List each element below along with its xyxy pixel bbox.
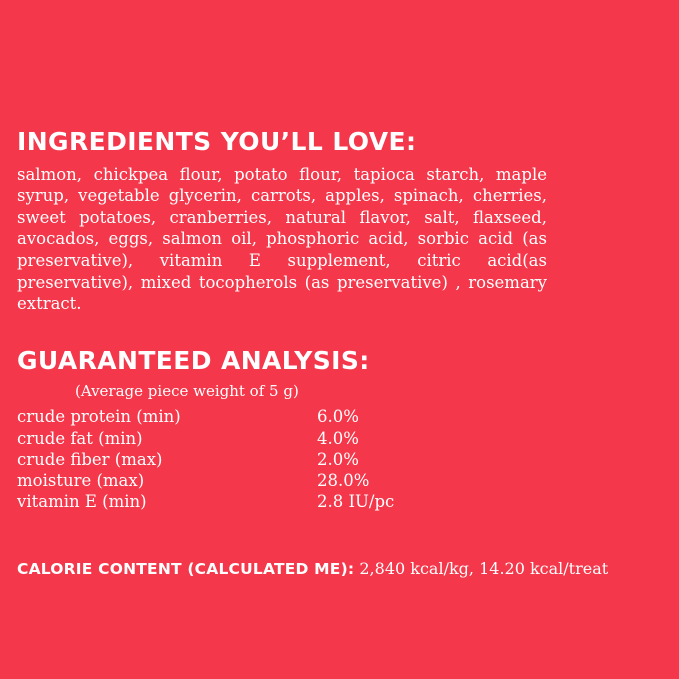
ingredients-heading: INGREDIENTS YOU’LL LOVE: <box>17 127 417 156</box>
table-row <box>17 449 477 470</box>
label-content <box>17 128 662 578</box>
guaranteed-analysis-section <box>17 347 662 513</box>
nutrient-name: crude fiber (max) <box>17 449 163 469</box>
nutrient-value: 2.0% <box>317 449 359 469</box>
ingredients-text: salmon, chickpea flour, potato flour, tapioca starch, maple syrup, vegetable glycerin, carrots, apples, spinach, cherries, sweet potatoes, cranberries, natural flavor, salt, flaxseed, avocados, eggs, salmon oil, phosphoric acid, sorbic acid (as preservative), vitamin E supplement, citric acid(as preservative), mixed tocopherols (as preservative) , rosemary extract. <box>17 164 547 314</box>
guaranteed-analysis-heading: GUARANTEED ANALYSIS: <box>17 345 370 375</box>
table-row <box>17 428 477 449</box>
nutrient-value: 6.0% <box>317 407 359 427</box>
average-piece-weight-note: (Average piece weight of 5 g) <box>75 382 299 401</box>
calorie-content-section <box>17 559 662 578</box>
table-row <box>17 470 477 491</box>
calorie-content-value: 2,840 kcal/kg, 14.20 kcal/treat <box>359 558 609 578</box>
nutrient-value: 2.8 IU/pc <box>317 492 395 512</box>
calorie-content-label: CALORIE CONTENT (CALCULATED ME): <box>17 559 355 578</box>
table-row <box>17 491 477 512</box>
nutrient-name: crude fat (min) <box>17 428 143 448</box>
nutrient-name: vitamin E (min) <box>17 492 147 512</box>
table-row <box>17 406 477 427</box>
nutrient-name: moisture (max) <box>17 471 145 491</box>
nutrient-name: crude protein (min) <box>17 407 181 427</box>
nutrient-value: 4.0% <box>317 428 359 448</box>
guaranteed-analysis-table <box>17 406 477 512</box>
nutrient-value: 28.0% <box>317 471 370 491</box>
